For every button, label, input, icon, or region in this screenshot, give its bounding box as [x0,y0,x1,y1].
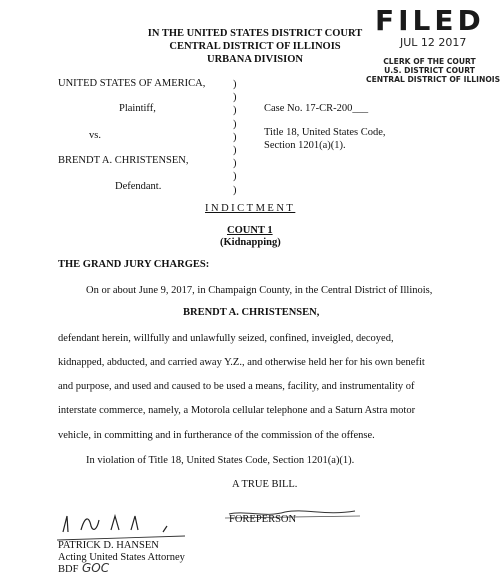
violation-statement: In violation of Title 18, United States Code, Section 1201(a)(1). [86,455,355,466]
clerk-line-3: CENTRAL DISTRICT OF ILLINOIS [366,75,500,84]
clerk-line-2: U.S. DISTRICT COURT [384,66,475,75]
caption-parentheses: ) ) ) ) ) ) ) ) ) [233,79,237,196]
plaintiff-role: Plaintiff, [119,103,156,114]
true-bill: A TRUE BILL. [232,479,298,490]
body-line-1: defendant herein, willfully and unlawfully seized, confined, inveigled, decoyed, [58,333,394,344]
court-division: URBANA DIVISION [207,54,303,65]
defendant-name: BRENDT A. CHRISTENSEN, [58,155,189,166]
handwritten-initials: GOC [82,561,110,575]
clerk-line-1: CLERK OF THE COURT [383,57,476,66]
attorney-signature [55,502,195,542]
plaintiff-name: UNITED STATES OF AMERICA, [58,78,206,89]
count-title: COUNT 1 [227,225,273,236]
statute-line-1: Title 18, United States Code, [264,127,386,138]
court-district: CENTRAL DISTRICT OF ILLINOIS [169,41,341,52]
body-line-2: kidnapped, abducted, and carried away Y.Z., and otherwise held her for his own benefit [58,357,425,368]
paragraph-opening: On or about June 9, 2017, in Champaign County, in the Central District of Illinois, [86,285,433,296]
filed-date: JUL 12 2017 [400,36,467,49]
charges-heading: THE GRAND JURY CHARGES: [58,259,210,270]
versus: vs. [89,130,101,141]
attorney-name: PATRICK D. HANSEN [58,540,159,551]
defendant-role: Defendant. [115,181,162,192]
court-name: IN THE UNITED STATES DISTRICT COURT [147,28,363,39]
statute-line-2: Section 1201(a)(1). [264,140,346,151]
foreperson-label: FOREPERSON [229,514,297,525]
body-line-4: interstate commerce, namely, a Motorola cellular telephone and a Saturn Astra motor [58,405,416,416]
count-subtitle: (Kidnapping) [220,237,281,248]
defendant-name-center: BRENDT A. CHRISTENSEN, [183,307,320,318]
attorney-title: Acting United States Attorney [58,552,185,563]
case-number: Case No. 17-CR-200___ [264,103,369,114]
initials-label: BDF [58,564,79,575]
indictment-title: INDICTMENT [205,203,296,214]
body-line-5: vehicle, in committing and in furtherance of the commission of the offense. [58,430,375,441]
body-line-3: and purpose, and used and caused to be used a means, facility, and instrumentality of [58,381,415,392]
filed-stamp: FILED [375,4,485,37]
